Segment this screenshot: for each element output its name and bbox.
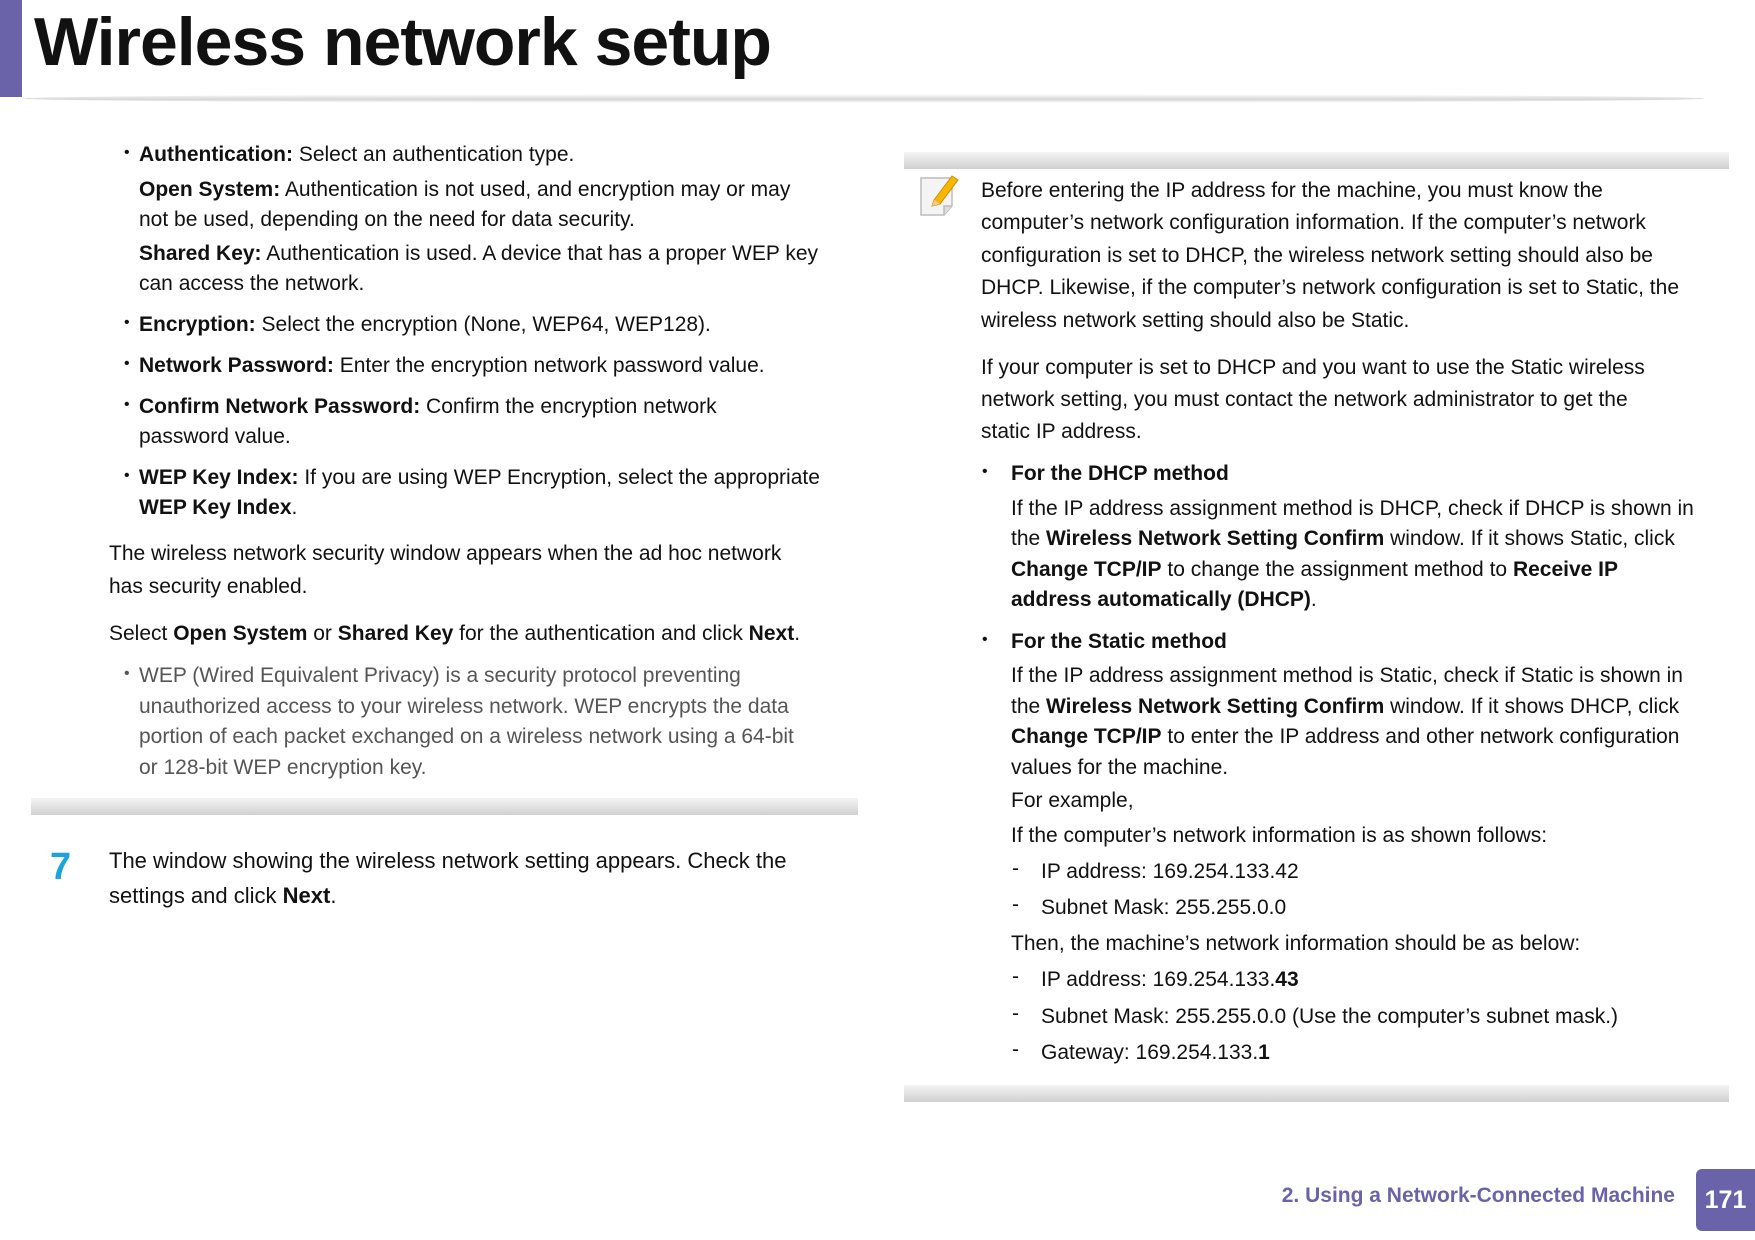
text-line [981, 384, 1645, 416]
text-line [109, 843, 786, 878]
text: Select an authentication type. [292, 143, 575, 166]
bold-text: Change TCP/IP [1011, 725, 1162, 748]
bullet: • [124, 314, 130, 331]
text: wireless network setting should also be Static. [981, 308, 1410, 332]
text: Select [109, 622, 174, 645]
text-line [139, 310, 711, 340]
text: window. If it shows DHCP, click [1384, 694, 1680, 718]
text: If the IP address assignment method is Static, check if Static is shown in [1011, 664, 1683, 687]
machine-info-list [1041, 962, 1618, 1072]
bold-text: Open System: [139, 178, 281, 201]
text-line [109, 617, 800, 650]
bullet: • [982, 631, 988, 648]
bullet: • [124, 144, 130, 161]
text: window. If it shows Static, click [1384, 527, 1675, 551]
bold-text: For the DHCP method [1011, 462, 1229, 485]
text: WEP (Wired Equivalent Privacy) is a security protocol preventing [139, 664, 741, 687]
text-line [1011, 585, 1694, 615]
text: the [1011, 527, 1047, 551]
text: The window showing the wireless network setting appears. Check the [109, 848, 787, 873]
text: . [330, 883, 337, 908]
page-number: 171 [1696, 1169, 1755, 1231]
open-system-desc [139, 175, 790, 235]
text-line [981, 175, 1679, 207]
machine-info-intro [1011, 929, 1580, 959]
text: network setting, you must contact the network administrator to get the [981, 388, 1628, 411]
page-title: Wireless network setup [34, 4, 771, 80]
bold-text: Wireless Network Setting Confirm [1046, 527, 1385, 551]
step-7-text [109, 843, 786, 913]
text: Subnet Mask: 255.255.0.0 (Use the computer’s subnet mask.) [1041, 1004, 1619, 1028]
for-example [1011, 786, 1134, 816]
encryption-item [139, 310, 711, 340]
text-line [981, 416, 1645, 448]
text: If your computer is set to DHCP and you want to use the Static wireless [981, 356, 1645, 379]
text-line [1011, 524, 1694, 554]
bold-text: Authentication: [139, 143, 293, 166]
text-line [1011, 786, 1134, 816]
text-line [981, 207, 1679, 239]
text: for the authentication and click [453, 622, 749, 645]
text: . [794, 622, 801, 645]
note-pencil-icon [918, 172, 962, 218]
bold-text: address automatically (DHCP) [1011, 587, 1311, 611]
text: . [1310, 587, 1317, 611]
text-line [139, 463, 820, 493]
text: not be used, depending on the need for data security. [139, 208, 635, 231]
text-line [1011, 661, 1683, 692]
text: Authentication is used. A device that has a proper WEP key [261, 242, 818, 265]
bold-text: Change TCP/IP [1011, 557, 1162, 581]
bold-text: WEP Key Index: [139, 466, 299, 489]
bold-text: Next [282, 883, 331, 908]
text: Gateway: 169.254.133. [1041, 1041, 1259, 1064]
text-line [981, 272, 1679, 304]
text-line [139, 422, 717, 452]
text-line [109, 537, 781, 570]
text: . [291, 496, 298, 519]
text-line [139, 140, 574, 170]
bold-text: Confirm Network Password: [139, 395, 421, 418]
bold-text: Shared Key [337, 622, 454, 645]
text: to enter the IP address and other network configuration [1161, 725, 1680, 748]
text: portion of each packet exchanged on a wireless network using a 64-bit [139, 725, 794, 748]
text: Enter the encryption network password value. [333, 354, 765, 377]
text: settings and click [109, 883, 283, 908]
text: Before entering the IP address for the machine, you must know the [981, 179, 1603, 202]
text-line [1041, 999, 1618, 1036]
bullet: • [982, 463, 988, 480]
bold-text: Receive IP [1512, 557, 1619, 581]
dash: - [1012, 1038, 1019, 1061]
text-line [1011, 459, 1229, 489]
text-line [1041, 962, 1618, 999]
text-line [109, 878, 786, 913]
text-line [139, 205, 790, 235]
note-paragraph-2 [981, 352, 1645, 448]
text: static IP address. [981, 420, 1142, 443]
dhcp-method-desc [1011, 494, 1694, 615]
text: IP address: 169.254.133. [1041, 968, 1276, 991]
text: password value. [139, 425, 291, 448]
text-line [981, 305, 1679, 337]
text: unauthorized access to your wireless network. WEP encrypts the data [139, 694, 789, 718]
text-line [139, 661, 794, 692]
text-line [1041, 890, 1299, 926]
text-line [1041, 854, 1299, 890]
text-line [139, 351, 765, 381]
text: If you are using WEP Encryption, select the appropriate [298, 466, 820, 489]
text: the [1011, 694, 1047, 718]
text: For example, [1011, 789, 1134, 812]
text-line [1011, 494, 1694, 524]
dash: - [1012, 965, 1019, 988]
header-divider [24, 94, 1704, 103]
text-line [981, 352, 1645, 384]
text: or 128-bit WEP encryption key. [139, 755, 427, 779]
note-paragraph-1 [981, 175, 1679, 337]
text-line [981, 240, 1679, 272]
bullet: • [124, 665, 130, 682]
step-number: 7 [50, 846, 72, 888]
text: to change the assignment method to [1161, 557, 1513, 581]
bold-text: Open System [173, 622, 308, 645]
text: DHCP. Likewise, if the computer’s network configuration is set to Static, the [981, 276, 1679, 300]
shared-key-desc [139, 239, 818, 299]
wep-note [139, 661, 794, 783]
text-line [1041, 1035, 1618, 1072]
text: Confirm the encryption network [420, 395, 717, 418]
text: The wireless network security window appears when the ad hoc network [109, 542, 782, 565]
bold-text: Network Password: [139, 354, 334, 377]
note-bottom-divider [904, 1085, 1729, 1102]
text-line [1011, 821, 1547, 851]
text-line [139, 239, 818, 269]
text-line [1011, 722, 1683, 753]
bold-text: Next [748, 622, 795, 645]
authentication-item [139, 140, 574, 170]
dash: - [1012, 893, 1019, 916]
bold-text: 43 [1275, 968, 1299, 991]
text: If the computer’s network information is as shown follows: [1011, 824, 1548, 847]
text-line [139, 722, 794, 753]
dash: - [1012, 1002, 1019, 1025]
static-method-desc [1011, 661, 1683, 783]
computer-info-list [1041, 854, 1299, 926]
bullet: • [124, 467, 130, 484]
text: has security enabled. [109, 575, 308, 598]
static-method-heading [1011, 627, 1227, 657]
security-window-paragraph [109, 537, 781, 603]
text-line [1011, 753, 1683, 784]
text: computer’s network configuration information. If the computer’s network [981, 211, 1646, 235]
text: Then, the machine’s network information should be as below: [1011, 932, 1581, 955]
bold-text: Wireless Network Setting Confirm [1046, 694, 1385, 718]
text: or [307, 622, 338, 645]
text: Authentication is not used, and encryption may or may [280, 178, 791, 201]
bold-text: 1 [1258, 1041, 1270, 1064]
text-line [139, 753, 794, 784]
text: IP address: 169.254.133.42 [1041, 860, 1299, 883]
network-password-item [139, 351, 765, 381]
bold-text: WEP Key Index [139, 496, 292, 519]
text: values for the machine. [1011, 755, 1229, 779]
text-line [109, 570, 781, 603]
text-line [139, 392, 717, 422]
note-top-divider [904, 152, 1729, 169]
wep-key-index-item [139, 463, 820, 523]
bold-text: Encryption: [139, 313, 256, 336]
text-line [1011, 555, 1694, 585]
computer-info-intro [1011, 821, 1547, 851]
bullet: • [124, 355, 130, 372]
bold-text: Shared Key: [139, 242, 262, 265]
select-auth-paragraph [109, 617, 800, 650]
bullet: • [124, 396, 130, 413]
confirm-password-item [139, 392, 717, 452]
text-line [1011, 692, 1683, 723]
text: Select the encryption (None, WEP64, WEP128). [255, 313, 711, 336]
text-line [1011, 929, 1580, 959]
text-line [139, 269, 818, 299]
text-line [139, 493, 820, 523]
text-line [139, 175, 790, 205]
bold-text: For the Static method [1011, 630, 1227, 653]
text: configuration is set to DHCP, the wireless network setting should also be [981, 243, 1653, 267]
text-line [139, 692, 794, 723]
dash: - [1012, 857, 1019, 880]
header-accent-bar [0, 0, 22, 97]
chapter-link[interactable]: 2. Using a Network-Connected Machine [1281, 1184, 1675, 1207]
text: Subnet Mask: 255.255.0.0 [1041, 896, 1287, 919]
text: can access the network. [139, 272, 365, 295]
dhcp-method-heading [1011, 459, 1229, 489]
text-line [1011, 627, 1227, 657]
section-divider [31, 798, 858, 815]
text: If the IP address assignment method is DHCP, check if DHCP is shown in [1011, 497, 1694, 520]
